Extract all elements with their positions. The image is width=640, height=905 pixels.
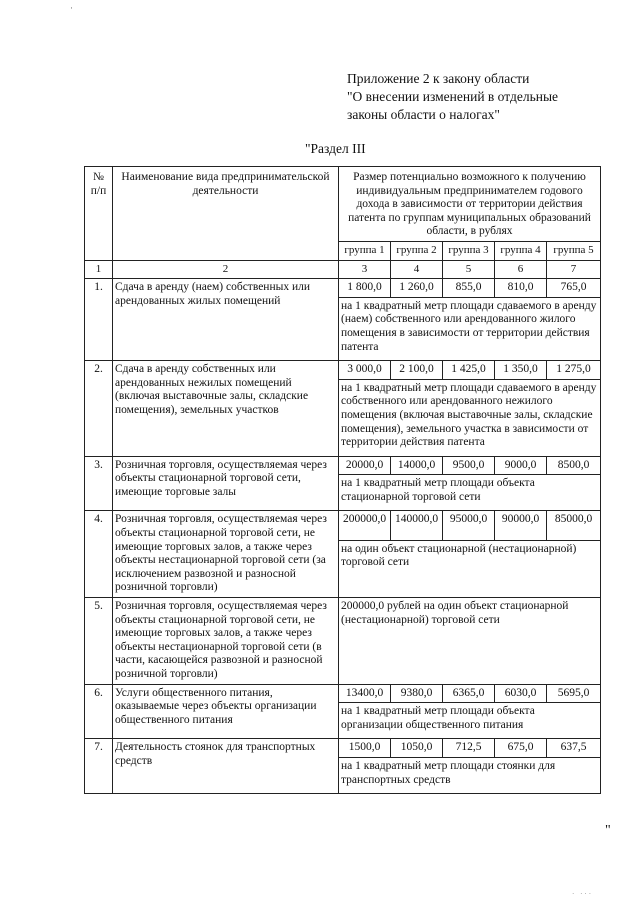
- group-value: 3 000,0: [339, 361, 391, 380]
- group-value: 675,0: [495, 739, 547, 758]
- appendix-line-3: законы области о налогах": [347, 107, 500, 122]
- group-value: 9000,0: [495, 456, 547, 475]
- unit-note: на 1 квадратный метр площади объекта организации общественного питания: [339, 703, 601, 739]
- table-row: [85, 511, 601, 540]
- group-value: 712,5: [443, 739, 495, 758]
- table-row: [85, 279, 601, 298]
- scan-mark-bottom: · ···: [572, 890, 594, 898]
- group-value: 9380,0: [391, 684, 443, 703]
- group-value: 765,0: [547, 279, 601, 298]
- group-4-header: группа 4: [495, 241, 547, 260]
- table-header-row: [85, 167, 601, 242]
- merged-value-note: 200000,0 рублей на один объект стационарной (нестационарной) торговой сети: [339, 598, 601, 685]
- closing-quote: ": [605, 823, 611, 838]
- appendix-line-2: "О внесении изменений в отдельные: [347, 89, 559, 104]
- table-row: [85, 361, 601, 380]
- activity-name: Сдача в аренду собственных или арендованных нежилых помещений (включая выставочные залы, складские помещения), земельных участков: [113, 361, 339, 457]
- activity-name: Розничная торговля, осуществляемая через объекты стационарной торговой сети, не имеющие торговых залов, а также через объекты нестационарной торговой сети (за исключением развозной и разносной розничной торговли): [113, 511, 339, 598]
- activity-name: Розничная торговля, осуществляемая через объекты стационарной торговой сети, не имеющие торговых залов, а также через объекты нестационарной торговой сети (в части, касающейся развозной и разносной розничной торговли): [113, 598, 339, 685]
- column-index: 5: [443, 260, 495, 279]
- column-index: 4: [391, 260, 443, 279]
- group-value: 855,0: [443, 279, 495, 298]
- row-number: 1.: [85, 279, 113, 361]
- group-3-header: группа 3: [443, 241, 495, 260]
- column-index: 6: [495, 260, 547, 279]
- group-value: 1 275,0: [547, 361, 601, 380]
- row-number: 6.: [85, 684, 113, 739]
- group-1-header: группа 1: [339, 241, 391, 260]
- group-value: 1 800,0: [339, 279, 391, 298]
- unit-note: на 1 квадратный метр площади стоянки для транспортных средств: [339, 757, 601, 793]
- header-num: № п/п: [85, 167, 113, 261]
- activity-name: Розничная торговля, осуществляемая через объекты стационарной торговой сети, имеющие торговые залы: [113, 456, 339, 511]
- row-number: 4.: [85, 511, 113, 598]
- patent-income-table: [84, 166, 601, 794]
- header-activity-name: Наименование вида предпринимательской деятельности: [113, 167, 339, 261]
- header-income-size: Размер потенциально возможного к получению индивидуальным предпринимателем годового дохода в зависимости от территории действия патента по группам муниципальных образований области, в рублях: [339, 167, 601, 242]
- group-value: 1 260,0: [391, 279, 443, 298]
- group-value: 95000,0: [443, 511, 495, 540]
- activity-name: Деятельность стоянок для транспортных средств: [113, 739, 339, 794]
- group-value: 1050,0: [391, 739, 443, 758]
- group-value: 200000,0: [339, 511, 391, 540]
- row-number: 2.: [85, 361, 113, 457]
- column-index-row: [85, 260, 601, 279]
- group-value: 6365,0: [443, 684, 495, 703]
- group-value: 85000,0: [547, 511, 601, 540]
- unit-note: на 1 квадратный метр площади сдаваемого в аренду собственного или арендованного нежилого помещения (включая выставочные залы, складские помещения), земельного участка в зависимости от территории действия патента: [339, 379, 601, 456]
- column-index: 3: [339, 260, 391, 279]
- column-index: 7: [547, 260, 601, 279]
- group-value: 1500,0: [339, 739, 391, 758]
- unit-note: на один объект стационарной (нестационарной) торговой сети: [339, 540, 601, 597]
- unit-note: на 1 квадратный метр площади сдаваемого в аренду (наем) собственного или арендованного жилого помещения в зависимости от территории действия патента: [339, 297, 601, 360]
- appendix-line-1: Приложение 2 к закону области: [347, 71, 530, 86]
- table-row: [85, 456, 601, 475]
- group-value: 9500,0: [443, 456, 495, 475]
- table-row: [85, 739, 601, 758]
- unit-note: на 1 квадратный метр площади объекта стационарной торговой сети: [339, 475, 601, 511]
- group-value: 637,5: [547, 739, 601, 758]
- column-index: 1: [85, 260, 113, 279]
- row-number: 7.: [85, 739, 113, 794]
- activity-name: Услуги общественного питания, оказываемые через объекты организации общественного питания: [113, 684, 339, 739]
- scan-mark-top: ·: [70, 3, 73, 13]
- group-5-header: группа 5: [547, 241, 601, 260]
- group-value: 6030,0: [495, 684, 547, 703]
- group-value: 1 425,0: [443, 361, 495, 380]
- appendix-header: [347, 70, 617, 124]
- group-value: 20000,0: [339, 456, 391, 475]
- group-value: 13400,0: [339, 684, 391, 703]
- table-row: [85, 684, 601, 703]
- group-2-header: группа 2: [391, 241, 443, 260]
- group-value: 5695,0: [547, 684, 601, 703]
- group-value: 8500,0: [547, 456, 601, 475]
- group-value: 90000,0: [495, 511, 547, 540]
- table-row: [85, 598, 601, 685]
- group-value: 1 350,0: [495, 361, 547, 380]
- column-index: 2: [113, 260, 339, 279]
- group-value: 810,0: [495, 279, 547, 298]
- row-number: 3.: [85, 456, 113, 511]
- group-value: 140000,0: [391, 511, 443, 540]
- activity-name: Сдача в аренду (наем) собственных или арендованных жилых помещений: [113, 279, 339, 361]
- group-value: 2 100,0: [391, 361, 443, 380]
- group-value: 14000,0: [391, 456, 443, 475]
- section-title: "Раздел III: [305, 141, 366, 156]
- row-number: 5.: [85, 598, 113, 685]
